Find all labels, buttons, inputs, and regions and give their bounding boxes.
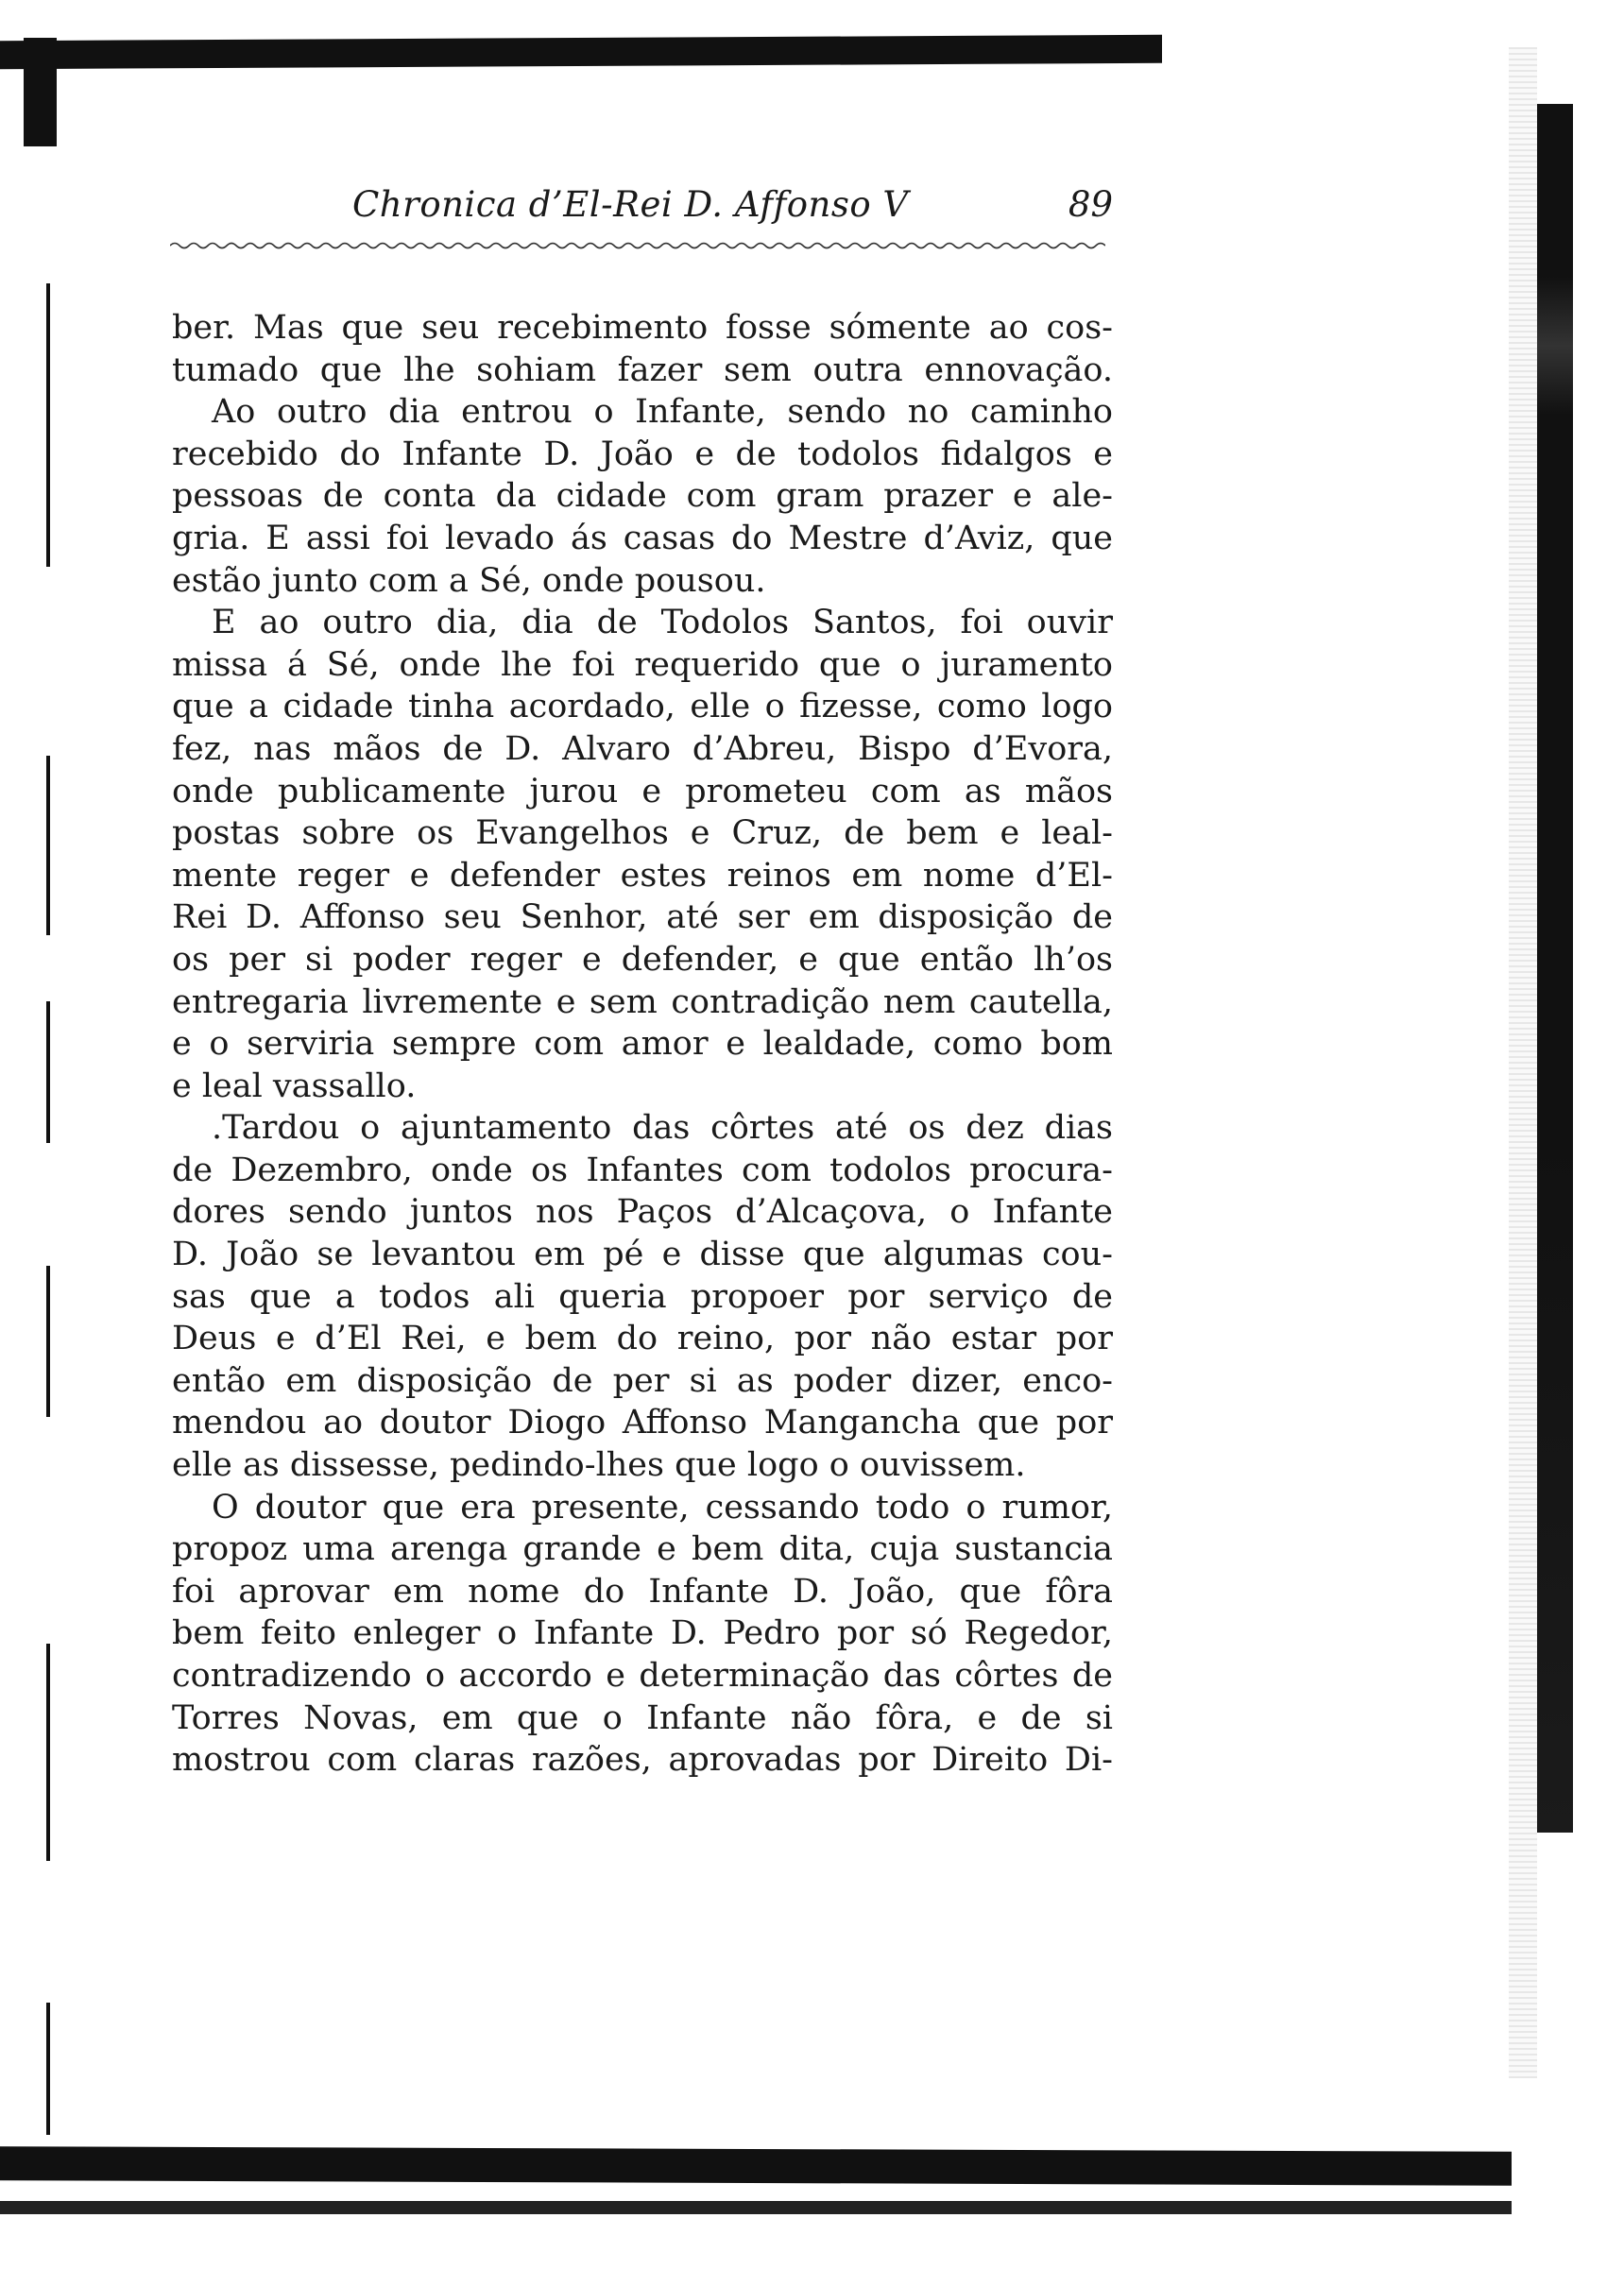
text-line: tumado que lhe sohiam fazer sem outra ennovação. <box>172 350 1113 389</box>
text-line: Ao outro dia entrou o Infante, sendo no caminho <box>212 393 1113 432</box>
text-line: mente reger e defender estes reinos em nome d’El- <box>172 856 1113 895</box>
running-title: Chronica d’El-Rei D. Affonso V <box>352 184 909 225</box>
scan-bottom-edge-lower <box>0 2201 1512 2214</box>
text-line: estão junto com a Sé, onde pousou. <box>172 561 766 600</box>
text-line: bem feito enleger o Infante D. Pedro por só Regedor, <box>172 1614 1113 1653</box>
text-line: entregaria livremente e sem contradição nem cautella, <box>172 982 1113 1021</box>
text-line: contradizendo o accordo e determinação das côrtes de <box>172 1657 1113 1695</box>
text-line: mendou ao doutor Diogo Affonso Mangancha que por <box>172 1404 1113 1442</box>
text-line: então em disposição de per si as poder dizer, enco- <box>172 1361 1113 1400</box>
scan-left-margin-mark <box>46 283 50 567</box>
body-text <box>172 307 1113 1782</box>
text-line: sas que a todos ali queria propoer por serviço de <box>172 1277 1113 1316</box>
text-line: Deus e d’El Rei, e bem do reino, por não estar por <box>172 1320 1113 1358</box>
text-line: missa á Sé, onde lhe foi requerido que o juramento <box>172 645 1113 684</box>
scan-right-shadow <box>1509 47 1537 2078</box>
text-line: e o serviria sempre com amor e lealdade, como bom <box>172 1025 1113 1064</box>
text-line: elle as dissesse, pedindo-lhes que logo o ouvissem. <box>172 1446 1026 1485</box>
text-line: O doutor que era presente, cessando todo o rumor, <box>212 1488 1113 1527</box>
text-line: os per si poder reger e defender, e que então lh’os <box>172 940 1113 979</box>
text-line: recebido do Infante D. João e de todolos fidalgos e <box>172 435 1113 473</box>
text-line: propoz uma arenga grande e bem dita, cuja sustancia <box>172 1530 1113 1569</box>
text-line: D. João se levantou em pé e disse que algumas cou- <box>172 1236 1113 1274</box>
scan-top-edge <box>0 35 1162 69</box>
text-line: Rei D. Affonso seu Senhor, até ser em disposição de <box>172 898 1113 937</box>
scan-right-edge <box>1537 104 1573 1833</box>
text-line: Torres Novas, em que o Infante não fôra, e de si <box>172 1698 1113 1737</box>
scan-left-margin-mark <box>46 1644 50 1861</box>
scan-left-margin-mark <box>46 756 50 935</box>
text-line: .Tardou o ajuntamento das côrtes até os dez dias <box>212 1109 1113 1148</box>
scan-bottom-edge <box>0 2146 1512 2186</box>
running-head <box>168 184 1113 241</box>
text-line: de Dezembro, onde os Infantes com todolos procura- <box>172 1151 1113 1189</box>
text-line: mostrou com claras razões, aprovadas por Direito Di- <box>172 1741 1113 1780</box>
text-line: onde publicamente jurou e prometeu com as mãos <box>172 772 1113 810</box>
text-line: foi aprovar em nome do Infante D. João, que fôra <box>172 1572 1113 1611</box>
text-line: que a cidade tinha acordado, elle o fizesse, como logo <box>172 688 1113 726</box>
text-line: e leal vassallo. <box>172 1066 417 1105</box>
scan-left-margin-mark <box>46 1001 50 1143</box>
text-line: fez, nas mãos de D. Alvaro d’Abreu, Bispo d’Evora, <box>172 729 1113 768</box>
text-line: E ao outro dia, dia de Todolos Santos, foi ouvir <box>212 604 1113 642</box>
scan-left-margin-mark <box>46 2003 50 2135</box>
page-number: 89 <box>1068 184 1113 225</box>
text-line: gria. E assi foi levado ás casas do Mestre d’Aviz, que <box>172 519 1113 557</box>
scan-top-left-mark <box>24 38 57 146</box>
text-line: ber. Mas que seu recebimento fosse sómente ao cos- <box>172 309 1113 347</box>
text-line: dores sendo juntos nos Paços d’Alcaçova, o Infante <box>172 1193 1113 1232</box>
wavy-rule <box>170 241 1105 250</box>
scan-left-margin-mark <box>46 1266 50 1417</box>
text-line: pessoas de conta da cidade com gram prazer e ale- <box>172 477 1113 516</box>
text-line: postas sobre os Evangelhos e Cruz, de bem e leal- <box>172 814 1113 853</box>
